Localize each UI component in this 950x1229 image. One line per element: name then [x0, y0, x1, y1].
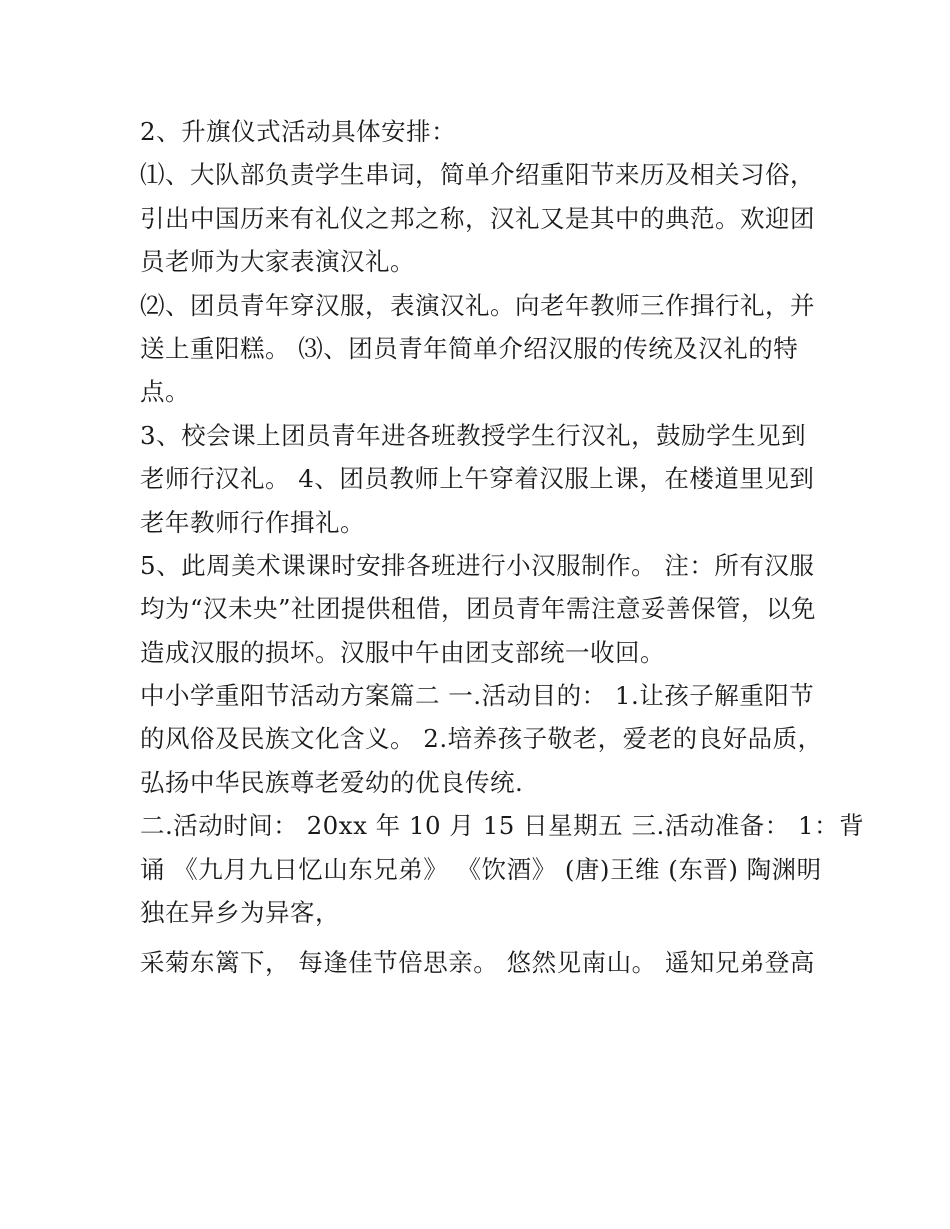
- text-line: 诵 《九月九日忆山东兄弟》 《饮酒》 (唐)王维 (东晋) 陶渊明: [140, 854, 822, 884]
- text-line: 引出中国历来有礼仪之邦之称，汉礼又是其中的典范。欢迎团: [140, 203, 815, 233]
- text-line: 2、升旗仪式活动具体安排：: [140, 117, 457, 146]
- text-line: 5、此周美术课课时安排各班进行小汉服制作。 注：所有汉服: [140, 550, 815, 580]
- text-line: 二.活动时间： 20xx 年 10 月 15 日星期五 三.活动准备： 1：背: [140, 811, 865, 841]
- text-line: 均为“汉未央”社团提供租借，团员青年需注意妥善保管，以免: [140, 594, 817, 624]
- text-line: 送上重阳糕。 ⑶、团员青年简单介绍汉服的传统及汉礼的特: [140, 333, 799, 363]
- text-line: 造成汉服的损坏。汉服中午由团支部统一收回。: [140, 637, 665, 667]
- text-line: 老年教师行作揖礼。: [140, 507, 365, 537]
- text-line: 3、校会课上团员青年进各班教授学生行汉礼，鼓励学生见到: [140, 420, 807, 450]
- text-line: ⑵、团员青年穿汉服，表演汉礼。向老年教师三作揖行礼，并: [140, 290, 815, 320]
- text-line: 点。: [140, 377, 190, 407]
- text-line: 的风俗及民族文化含义。 2.培养孩子敬老，爱老的良好品质，: [140, 724, 823, 754]
- text-line: 采菊东篱下， 每逢佳节倍思亲。 悠然见南山。 遥知兄弟登高: [140, 948, 815, 978]
- text-line: 独在异乡为异客，: [140, 898, 340, 928]
- text-line: 员老师为大家表演汉礼。: [140, 247, 415, 277]
- text-line: 老师行汉礼。 4、团员教师上午穿着汉服上课，在楼道里见到: [140, 464, 815, 494]
- text-line: 弘扬中华民族尊老爱幼的优良传统.: [140, 767, 524, 797]
- text-line: 中小学重阳节活动方案篇二 一.活动目的： 1.让孩子解重阳节: [140, 681, 815, 711]
- text-line: ⑴、大队部负责学生串词，简单介绍重阳节来历及相关习俗，: [140, 160, 815, 190]
- document-body: [140, 110, 865, 985]
